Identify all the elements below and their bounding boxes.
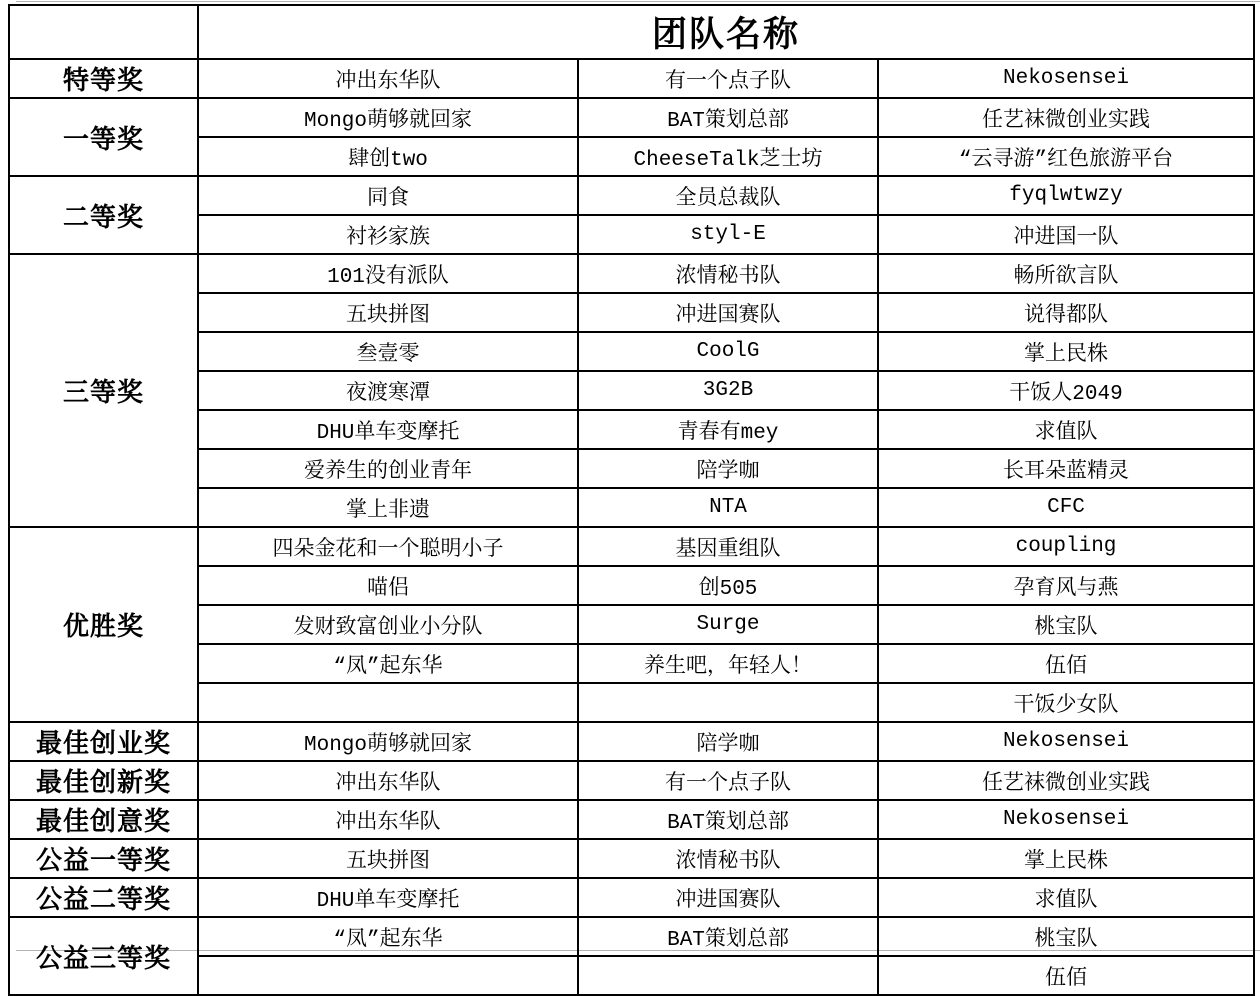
- table-row: [9, 527, 1254, 566]
- team-cell: 长耳朵蓝精灵: [878, 449, 1254, 488]
- team-cell: 说得都队: [878, 293, 1254, 332]
- team-cell: 求值队: [878, 878, 1254, 917]
- team-cell: [578, 683, 878, 722]
- team-cell: Nekosensei: [878, 800, 1254, 839]
- team-cell: 全员总裁队: [578, 176, 878, 215]
- team-cell: 冲出东华队: [198, 59, 578, 98]
- team-cell: 101没有派队: [198, 254, 578, 293]
- team-cell: 任艺袜微创业实践: [878, 761, 1254, 800]
- team-cell: 喵侣: [198, 566, 578, 605]
- team-cell: 冲出东华队: [198, 800, 578, 839]
- page-edge-line-top: [16, 1, 1260, 2]
- team-cell: DHU单车变摩托: [198, 410, 578, 449]
- team-cell: 求值队: [878, 410, 1254, 449]
- team-cell: 有一个点子队: [578, 761, 878, 800]
- team-cell: 同食: [198, 176, 578, 215]
- award-label: 二等奖: [9, 176, 198, 254]
- team-cell: 肆创two: [198, 137, 578, 176]
- award-label: 优胜奖: [9, 527, 198, 722]
- team-cell: 五块拼图: [198, 293, 578, 332]
- award-label: 最佳创业奖: [9, 722, 198, 761]
- table-title: 团队名称: [198, 5, 1254, 59]
- table-row: [9, 761, 1254, 800]
- team-cell: 冲进国赛队: [578, 293, 878, 332]
- team-cell: Nekosensei: [878, 722, 1254, 761]
- awards-table: [8, 4, 1255, 996]
- team-cell: Mongo萌够就回家: [198, 98, 578, 137]
- team-cell: 叁壹零: [198, 332, 578, 371]
- team-cell: Nekosensei: [878, 59, 1254, 98]
- team-cell: 任艺袜微创业实践: [878, 98, 1254, 137]
- team-cell: 伍佰: [878, 956, 1254, 995]
- table-row: [9, 59, 1254, 98]
- team-cell: 创505: [578, 566, 878, 605]
- award-label: 公益一等奖: [9, 839, 198, 878]
- team-cell: CheeseTalk芝士坊: [578, 137, 878, 176]
- team-cell: 桃宝队: [878, 605, 1254, 644]
- team-cell: 陪学咖: [578, 449, 878, 488]
- team-cell: 3G2B: [578, 371, 878, 410]
- team-cell: BAT策划总部: [578, 98, 878, 137]
- award-label: 最佳创新奖: [9, 761, 198, 800]
- header-row: [9, 5, 1254, 59]
- team-cell: 冲进国赛队: [578, 878, 878, 917]
- team-cell: 四朵金花和一个聪明小子: [198, 527, 578, 566]
- table-row: [9, 254, 1254, 293]
- team-cell: 五块拼图: [198, 839, 578, 878]
- team-cell: styl-E: [578, 215, 878, 254]
- team-cell: 浓情秘书队: [578, 254, 878, 293]
- table-row: [9, 878, 1254, 917]
- corner-cell: [9, 5, 198, 59]
- award-label: 一等奖: [9, 98, 198, 176]
- table-row: [9, 98, 1254, 137]
- team-cell: 爱养生的创业青年: [198, 449, 578, 488]
- table-row: [9, 839, 1254, 878]
- team-cell: 发财致富创业小分队: [198, 605, 578, 644]
- team-cell: 青春有mey: [578, 410, 878, 449]
- team-cell: [198, 683, 578, 722]
- team-cell: 冲出东华队: [198, 761, 578, 800]
- team-cell: CoolG: [578, 332, 878, 371]
- team-cell: 掌上民株: [878, 332, 1254, 371]
- team-cell: 夜渡寒潭: [198, 371, 578, 410]
- table-row: [9, 176, 1254, 215]
- award-label: 公益二等奖: [9, 878, 198, 917]
- table-row: [9, 917, 1254, 956]
- team-cell: 有一个点子队: [578, 59, 878, 98]
- team-cell: 桃宝队: [878, 917, 1254, 956]
- team-cell: 养生吧，年轻人！: [578, 644, 878, 683]
- team-cell: “云寻游”红色旅游平台: [878, 137, 1254, 176]
- team-cell: 冲进国一队: [878, 215, 1254, 254]
- team-cell: [198, 956, 578, 995]
- team-cell: BAT策划总部: [578, 800, 878, 839]
- table-row: [9, 722, 1254, 761]
- team-cell: CFC: [878, 488, 1254, 527]
- team-cell: 伍佰: [878, 644, 1254, 683]
- team-cell: DHU单车变摩托: [198, 878, 578, 917]
- team-cell: 干饭人2049: [878, 371, 1254, 410]
- team-cell: 基因重组队: [578, 527, 878, 566]
- team-cell: coupling: [878, 527, 1254, 566]
- award-label: 最佳创意奖: [9, 800, 198, 839]
- team-cell: Mongo萌够就回家: [198, 722, 578, 761]
- team-cell: “凤”起东华: [198, 644, 578, 683]
- team-cell: 浓情秘书队: [578, 839, 878, 878]
- team-cell: 掌上民株: [878, 839, 1254, 878]
- award-label: 三等奖: [9, 254, 198, 527]
- team-cell: 陪学咖: [578, 722, 878, 761]
- table-row: [9, 800, 1254, 839]
- award-label: 公益三等奖: [9, 917, 198, 995]
- team-cell: 掌上非遗: [198, 488, 578, 527]
- team-cell: Surge: [578, 605, 878, 644]
- team-cell: NTA: [578, 488, 878, 527]
- award-label: 特等奖: [9, 59, 198, 98]
- team-cell: [578, 956, 878, 995]
- team-cell: 干饭少女队: [878, 683, 1254, 722]
- team-cell: “凤”起东华: [198, 917, 578, 956]
- team-cell: BAT策划总部: [578, 917, 878, 956]
- team-cell: 孕育风与燕: [878, 566, 1254, 605]
- team-cell: fyqlwtwzy: [878, 176, 1254, 215]
- team-cell: 畅所欲言队: [878, 254, 1254, 293]
- team-cell: 衬衫家族: [198, 215, 578, 254]
